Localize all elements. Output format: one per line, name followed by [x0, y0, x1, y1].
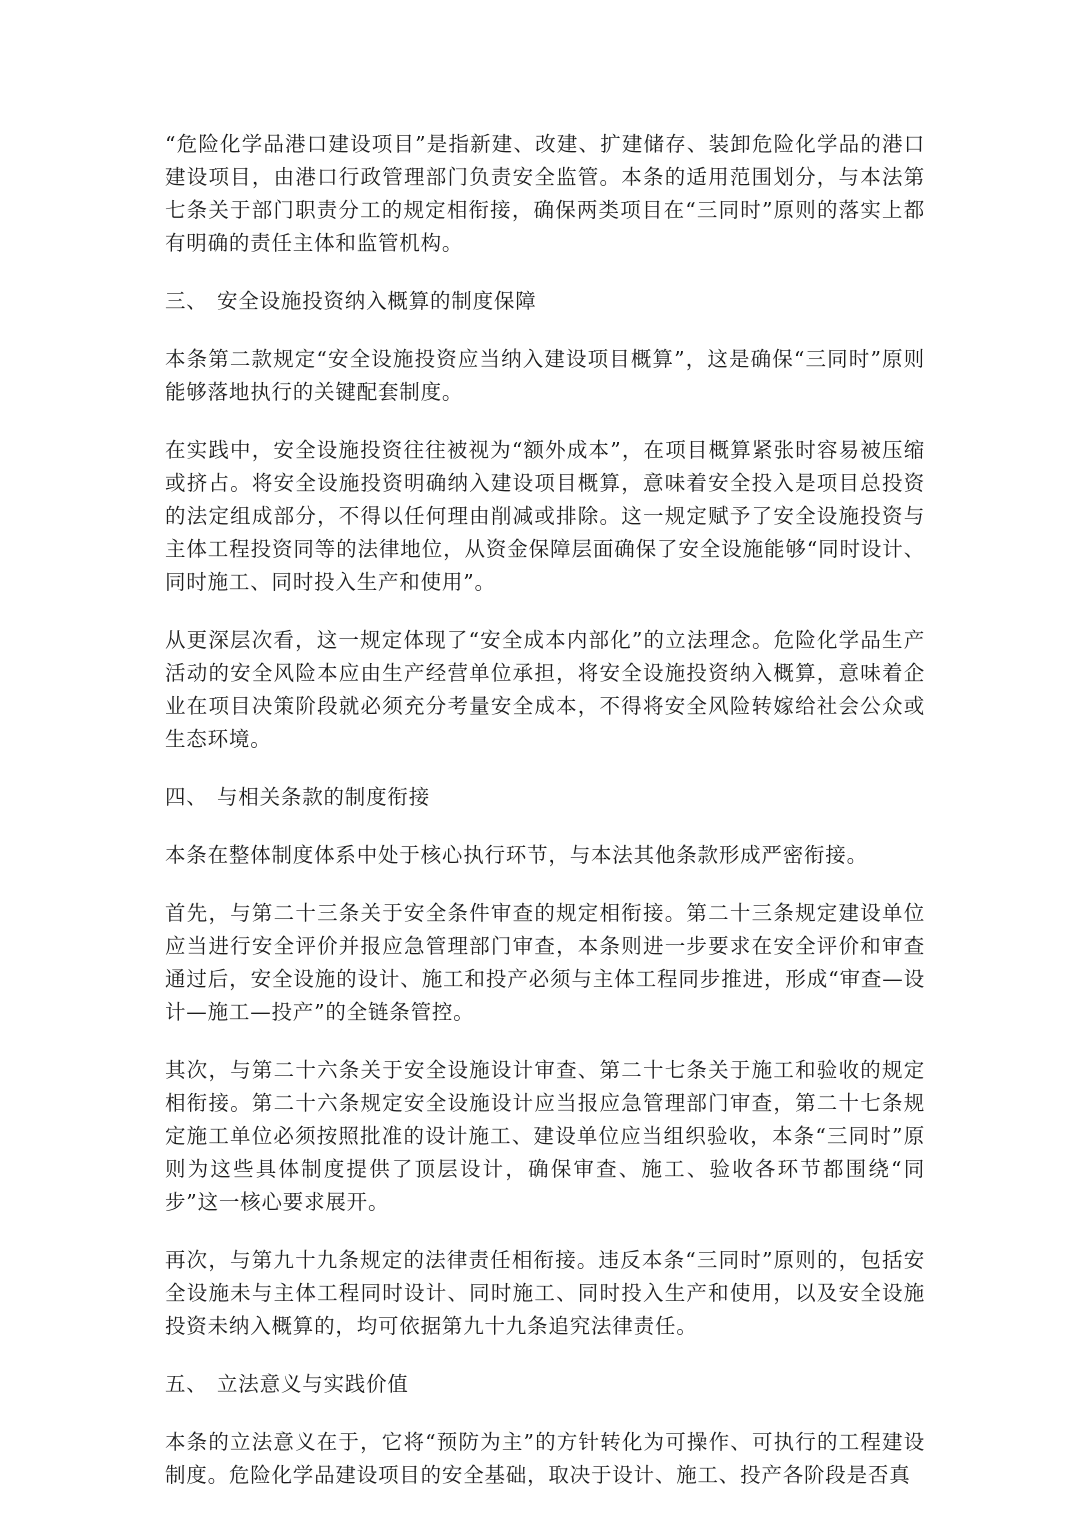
- section-number: 三、: [165, 289, 208, 313]
- section-heading-5: [165, 1368, 925, 1401]
- paragraph-system-link: 本条在整体制度体系中处于核心执行环节，与本法其他条款形成严密衔接。: [165, 843, 868, 867]
- paragraph-legislative-significance: 本条的立法意义在于，它将“预防为主”的方针转化为可操作、可执行的工程建设制度。危险化学品建设项目的安全基础，取决于设计、施工、投产各阶段是否真: [165, 1430, 925, 1487]
- section-number: 四、: [165, 785, 208, 809]
- paragraph-second-link: 其次，与第二十六条关于安全设施设计审查、第二十七条关于施工和验收的规定相衔接。第二十六条规定安全设施设计应当报应急管理部门审查，第二十七条规定施工单位必须按照批准的设计施工、建设单位应当组织验收，本条“三同时”原则为这些具体制度提供了顶层设计，确保审查、施工、验收各环节都围绕“同步”这一核心要求展开。: [165, 1058, 925, 1214]
- paragraph-deeper-level: 从更深层次看，这一规定体现了“安全成本内部化”的立法理念。危险化学品生产活动的安全风险本应由生产经营单位承担，将安全设施投资纳入概算，意味着企业在项目决策阶段就必须充分考量安全成本，不得将安全风险转嫁给社会公众或生态环境。: [165, 628, 925, 751]
- section-title: 与相关条款的制度衔接: [217, 785, 430, 809]
- section-heading-4: [165, 781, 925, 814]
- section-number: 五、: [165, 1372, 208, 1396]
- paragraph-first-link: 首先，与第二十三条关于安全条件审查的规定相衔接。第二十三条规定建设单位应当进行安全评价并报应急管理部门审查，本条则进一步要求在安全评价和审查通过后，安全设施的设计、施工和投产必须与主体工程同步推进，形成“审查—设计—施工—投产”的全链条管控。: [165, 901, 925, 1024]
- paragraph-third-link: 再次，与第九十九条规定的法律责任相衔接。违反本条“三同时”原则的，包括安全设施未与主体工程同时设计、同时施工、同时投入生产和使用，以及安全设施投资未纳入概算的，均可依据第九十九条追究法律责任。: [165, 1248, 925, 1338]
- section-title: 立法意义与实践价值: [217, 1372, 409, 1396]
- section-heading-3: [165, 285, 925, 318]
- document-page: [165, 128, 925, 1517]
- paragraph-port-projects: “危险化学品港口建设项目”是指新建、改建、扩建储存、装卸危险化学品的港口建设项目，由港口行政管理部门负责安全监管。本条的适用范围划分，与本法第七条关于部门职责分工的规定相衔接，确保两类项目在“三同时”原则的落实上都有明确的责任主体和监管机构。: [165, 132, 925, 255]
- section-title: 安全设施投资纳入概算的制度保障: [217, 289, 537, 313]
- paragraph-budget-clause: 本条第二款规定“安全设施投资应当纳入建设项目概算”，这是确保“三同时”原则能够落地执行的关键配套制度。: [165, 347, 925, 404]
- paragraph-practice: 在实践中，安全设施投资往往被视为“额外成本”，在项目概算紧张时容易被压缩或挤占。将安全设施投资明确纳入建设项目概算，意味着安全投入是项目总投资的法定组成部分，不得以任何理由削减或排除。这一规定赋予了安全设施投资与主体工程投资同等的法律地位，从资金保障层面确保了安全设施能够“同时设计、同时施工、同时投入生产和使用”。: [165, 438, 925, 594]
